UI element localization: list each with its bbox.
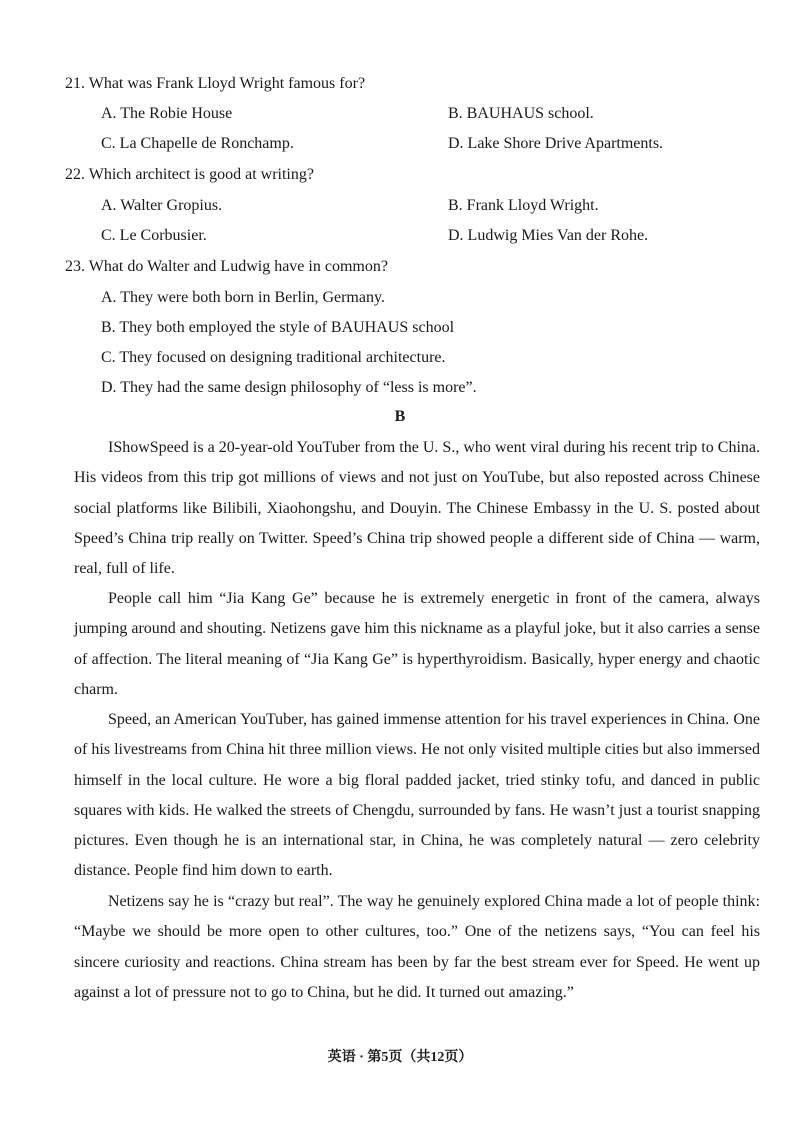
question-23-option-d: D. They had the same design philosophy of “less is more”.: [101, 379, 477, 396]
section-heading: B: [394, 408, 406, 425]
question-23-stem: 23. What do Walter and Ludwig have in common?: [65, 258, 388, 275]
question-22-stem: 22. Which architect is good at writing?: [65, 166, 314, 183]
question-21-option-a: A. The Robie House: [101, 105, 233, 122]
question-22-option-c: C. Le Corbusier.: [101, 227, 207, 244]
question-23-option-b: B. They both employed the style of BAUHAUS school: [101, 319, 455, 336]
passage-paragraph-3: Speed, an American YouTuber, has gained immense attention for his travel experiences in China. One of his livestreams from China hit three million views. He not only visited multiple cities but also immersed himself in the local culture. He wore a big floral padded jacket, tried stinky tofu, and danced in public squares with kids. He walked the streets of Chengdu, surrounded by fans. He wasn’t just a tourist snapping pictures. Even though he is an international star, in China, he was completely natural — zero celebrity distance. People find him down to earth.: [74, 711, 760, 880]
passage-paragraph-1: IShowSpeed is a 20-year-old YouTuber from the U. S., who went viral during his recent trip to China. His videos from this trip got millions of views and not just on YouTube, but also reposted across Chinese social platforms like Bilibili, Xiaohongshu, and Douyin. The Chinese Embassy in the U. S. posted about Speed’s China trip really on Twitter. Speed’s China trip showed people a different side of China — warm, real, full of life.: [74, 439, 760, 578]
page-footer: 英语 · 第5页（共12页）: [327, 1050, 473, 1065]
question-23-option-a: A. They were both born in Berlin, Germany.: [101, 289, 385, 306]
question-23-option-c: C. They focused on designing traditional architecture.: [101, 349, 446, 366]
passage-paragraph-4: Netizens say he is “crazy but real”. The way he genuinely explored China made a lot of people think: “Maybe we should be more open to other cultures, too.” One of the netizens says, “You can feel his sincere curiosity and reactions. China stream has been by far the best stream ever for Speed. He went up against a lot of pressure not to go to China, but he did. It turned out amazing.”: [74, 893, 760, 1001]
question-22-option-a: A. Walter Gropius.: [101, 197, 223, 214]
question-22-option-b: B. Frank Lloyd Wright.: [448, 197, 599, 214]
question-21-option-b: B. BAUHAUS school.: [448, 105, 594, 122]
question-21-option-c: C. La Chapelle de Ronchamp.: [101, 135, 294, 152]
passage-paragraph-2: People call him “Jia Kang Ge” because he is extremely energetic in front of the camera, always jumping around and shouting. Netizens gave him this nickname as a playful joke, but it also carries a sense of affection. The literal meaning of “Jia Kang Ge” is hyperthyroidism. Basically, hyper energy and chaotic charm.: [74, 590, 760, 698]
question-22-option-d: D. Ludwig Mies Van der Rohe.: [448, 227, 649, 244]
question-21-stem: 21. What was Frank Lloyd Wright famous for?: [65, 75, 366, 92]
question-21-option-d: D. Lake Shore Drive Apartments.: [448, 135, 664, 152]
